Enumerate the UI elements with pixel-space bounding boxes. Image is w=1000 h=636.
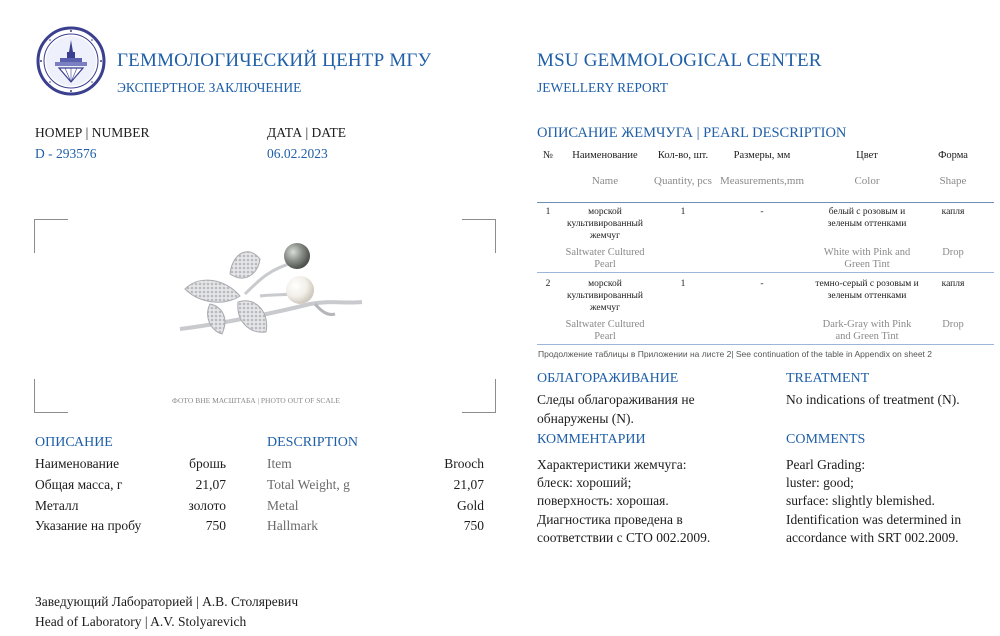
- desc-ru-value: 21,07: [195, 477, 226, 492]
- comment-ru-line: поверхность: хорошая.: [537, 493, 669, 509]
- row2-color-en: Dark-Gray with Pink and Green Tint: [822, 319, 912, 342]
- desc-ru-value: 750: [205, 518, 226, 533]
- comment-en-line: accordance with SRT 002.2009.: [786, 529, 959, 545]
- row2-shape-ru: капля: [941, 279, 965, 289]
- col-header-shape: Форма: [938, 150, 968, 161]
- row2-name-ru: морской культивированный жемчуг: [566, 279, 644, 313]
- ru-title: ГЕММОЛОГИЧЕСКИЙ ЦЕНТР МГУ: [117, 50, 432, 71]
- number-label: НОМЕР | NUMBER: [35, 125, 150, 140]
- desc-en-key: Total Weight, g: [267, 477, 350, 492]
- row1-name-ru: морской культивированный жемчуг: [566, 207, 644, 241]
- desc-en-key: Metal: [267, 498, 299, 513]
- row1-name-en: Saltwater Cultured Pearl: [565, 247, 645, 270]
- comment-en-line: Pearl Grading:: [786, 457, 866, 472]
- row1-meas: -: [760, 207, 764, 217]
- msu-logo: [36, 26, 106, 96]
- col-header-name: Наименование: [572, 150, 638, 161]
- col-header-no: №: [542, 150, 554, 161]
- treatment-en-text: No indications of treatment (N).: [786, 392, 960, 407]
- description-en-title: DESCRIPTION: [267, 435, 359, 450]
- comment-ru-line: блеск: хороший;: [537, 475, 632, 491]
- signature-ru: Заведующий Лабораторией | А.В. Столяревич: [35, 594, 299, 609]
- col-header-qty-en: Quantity, pcs: [654, 175, 712, 187]
- comment-ru-line: Характеристики жемчуга:: [537, 457, 687, 472]
- photo-caption: ФОТО ВНЕ МАСШТАБА | PHOTO OUT OF SCALE: [172, 396, 340, 405]
- comment-en-line: surface: slightly blemished.: [786, 493, 935, 509]
- desc-ru-key: Общая масса, г: [35, 477, 123, 492]
- desc-ru-key: Металл: [35, 498, 79, 513]
- msu-seal-icon: [36, 26, 106, 96]
- row1-no: 1: [545, 207, 551, 217]
- row1-shape-en: Drop: [942, 247, 964, 258]
- col-header-meas-en: Measurements,mm: [719, 175, 804, 187]
- comments-ru-title: КОММЕНТАРИИ: [537, 432, 646, 447]
- desc-en-value: 750: [463, 518, 484, 533]
- desc-en-value: 21,07: [453, 477, 484, 492]
- row2-qty: 1: [680, 279, 686, 289]
- desc-ru-key: Указание на пробу: [35, 518, 142, 533]
- number-value: D - 293576: [35, 146, 97, 161]
- desc-en-key: Item: [267, 456, 292, 471]
- row2-shape-en: Drop: [942, 319, 964, 330]
- treatment-en-title: TREATMENT: [786, 371, 870, 386]
- row2-name-en: Saltwater Cultured Pearl: [565, 319, 645, 342]
- col-header-color-en: Color: [854, 175, 880, 187]
- col-header-shape-en: Shape: [939, 175, 967, 187]
- ru-subtitle: ЭКСПЕРТНОЕ ЗАКЛЮЧЕНИЕ: [117, 80, 302, 95]
- col-header-qty: Кол-во, шт.: [657, 150, 709, 161]
- date-label: ДАТА | DATE: [267, 125, 347, 140]
- row1-color-ru: белый с розовым и зеленым оттенками: [827, 207, 907, 229]
- en-title: MSU GEMMOLOGICAL CENTER: [537, 50, 822, 71]
- comment-en-line: Identification was determined in: [786, 511, 962, 527]
- col-header-meas: Размеры, мм: [733, 150, 791, 161]
- desc-ru-value: брошь: [189, 456, 226, 471]
- col-header-color: Цвет: [856, 150, 878, 161]
- brooch-photo: [170, 234, 370, 364]
- signature-en: Head of Laboratory | A.V. Stolyarevich: [35, 614, 247, 629]
- comment-ru-line: соответствии с СТО 002.2009.: [537, 529, 711, 545]
- en-subtitle: JEWELLERY REPORT: [537, 80, 669, 95]
- table-continuation-note: Продолжение таблицы в Приложении на листе 2| See continuation of the table in Appendix on sheet 2: [538, 349, 933, 359]
- desc-en-value: Gold: [457, 498, 484, 513]
- comments-en: [786, 456, 961, 547]
- row2-color-ru: темно-серый с розовым и зеленым оттенками: [815, 279, 919, 301]
- treatment-ru-text: Следы облагораживания не обнаружены (N).: [537, 392, 695, 426]
- row2-meas: -: [760, 279, 764, 289]
- treatment-ru-title: ОБЛАГОРАЖИВАНИЕ: [537, 371, 679, 386]
- row1-color-en: White with Pink and Green Tint: [823, 247, 911, 270]
- col-header-name-en: Name: [591, 175, 619, 187]
- date-value: 06.02.2023: [267, 146, 328, 161]
- comments-en-title: COMMENTS: [786, 432, 866, 447]
- desc-en-value: Brooch: [444, 456, 484, 471]
- comment-ru-line: Диагностика проведена в: [537, 511, 683, 527]
- row1-qty: 1: [680, 207, 686, 217]
- desc-ru-value: золото: [188, 498, 226, 513]
- description-ru-title: ОПИСАНИЕ: [35, 435, 113, 450]
- desc-ru-key: Наименование: [35, 456, 120, 471]
- row1-shape-ru: капля: [941, 207, 965, 217]
- desc-en-key: Hallmark: [267, 518, 318, 533]
- comment-en-line: luster: good;: [786, 475, 854, 491]
- comments-ru: [537, 456, 710, 547]
- pearl-description-title: ОПИСАНИЕ ЖЕМЧУГА | PEARL DESCRIPTION: [537, 125, 847, 141]
- row2-no: 2: [545, 279, 551, 289]
